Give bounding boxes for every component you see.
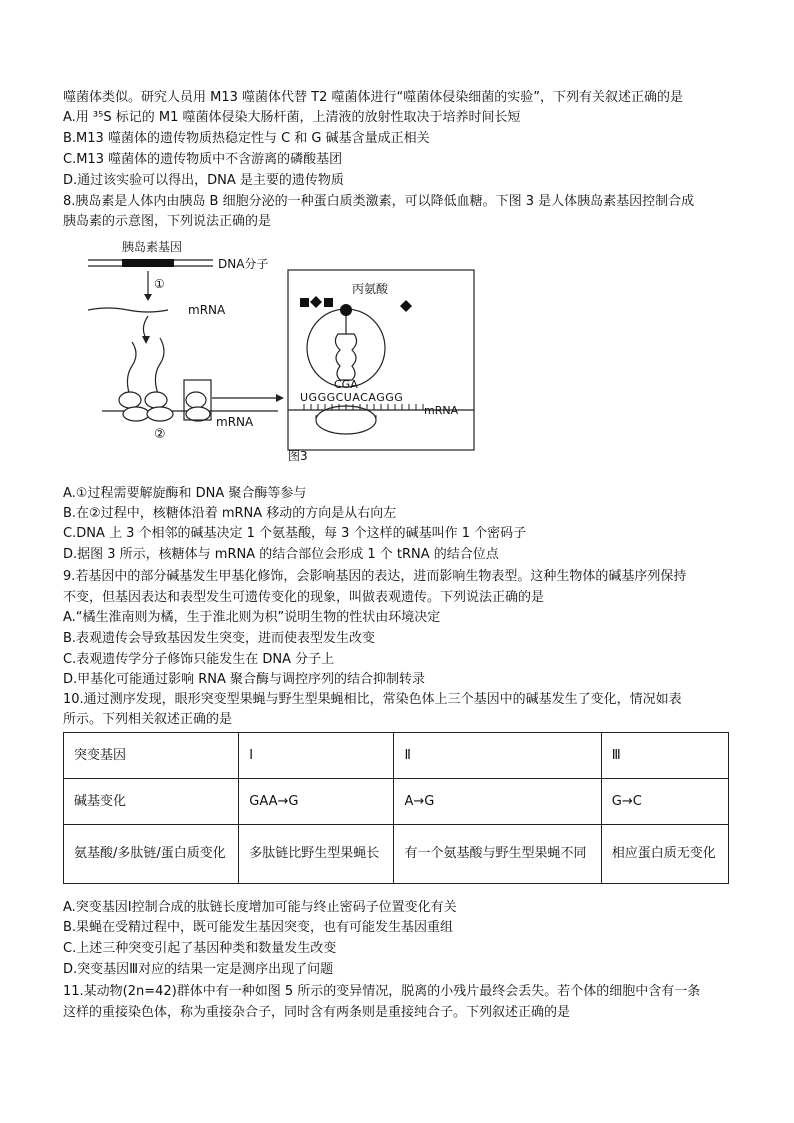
- ribosome-3: [186, 392, 206, 408]
- q7-option-a: A.用 ³⁵S 标记的 M1 噬菌体侵染大肠杆菌，上清液的放射性取决于培养时间长短: [63, 110, 521, 125]
- table-cell: 相应蛋白质无变化: [601, 825, 728, 884]
- ribosome-2: [145, 392, 167, 408]
- figure-3-insulin-gene-expression: [88, 238, 508, 464]
- q10-option-c: C.上述三种突变引起了基因种类和数量发生改变: [63, 941, 337, 956]
- table-row: [64, 825, 729, 884]
- gene-label: 胰岛素基因: [122, 240, 183, 254]
- table-cell: Ⅰ: [239, 733, 394, 779]
- amino-acid-3: [324, 298, 333, 307]
- insulin-gene-segment: [122, 259, 174, 267]
- table-cell: A→G: [394, 779, 601, 825]
- table-cell: 突变基因: [64, 733, 239, 779]
- mutation-table: [63, 732, 729, 884]
- table-cell: Ⅱ: [394, 733, 601, 779]
- q10-stem-line2: 所示。下列相关叙述正确的是: [63, 712, 233, 727]
- mrna-strand-top: [88, 308, 168, 312]
- mrna-sequence: UGGGCUACAGGG: [300, 391, 404, 404]
- table-row: [64, 779, 729, 825]
- table-cell: 氨基酸/多肽链/蛋白质变化: [64, 825, 239, 884]
- q8-option-d: D.据图 3 所示，核糖体与 mRNA 的结合部位会形成 1 个 tRNA 的结合位点: [63, 547, 499, 562]
- dna-label: DNA分子: [218, 257, 269, 271]
- table-cell: G→C: [601, 779, 728, 825]
- q10-option-d: D.突变基因Ⅲ对应的结果一定是测序出现了问题: [63, 962, 334, 977]
- step-1-label: ①: [154, 277, 165, 291]
- q7-option-c: C.M13 噬菌体的遗传物质中不含游离的磷酸基团: [63, 152, 343, 167]
- free-amino-acid: [400, 300, 412, 312]
- table-row: [64, 733, 729, 779]
- q9-stem-line2: 不变，但基因表达和表型发生可遗传变化的现象，叫做表观遗传。下列说法正确的是: [63, 590, 545, 605]
- amino-acid-label: 丙氨酸: [352, 282, 389, 296]
- ribosome-1: [119, 392, 141, 408]
- q9-stem-line1: 9.若基因中的部分碱基发生甲基化修饰，会影响基因的表达，进而影响生物表型。这种生物体的碱基序列保持: [63, 569, 687, 584]
- q9-option-b: B.表观遗传会导致基因发生突变，进而使表型发生改变: [63, 631, 376, 646]
- mrna-label-right: mRNA: [424, 404, 459, 417]
- q11-stem-line1: 11.某动物(2n=42)群体中有一种如图 5 所示的变异情况，脱离的小残片最终会丢失。若个体的细胞中含有一条: [63, 984, 701, 999]
- q9-option-c: C.表观遗传学分子修饰只能发生在 DNA 分子上: [63, 652, 335, 667]
- figure-caption: 图3: [288, 449, 308, 463]
- q8-option-a: A.①过程需要解旋酶和 DNA 聚合酶等参与: [63, 486, 307, 501]
- q8-stem-line1: 8.胰岛素是人体内由胰岛 B 细胞分泌的一种蛋白质类激素，可以降低血糖。下图 3 是人体胰岛素基因控制合成: [63, 194, 695, 209]
- q7-option-d: D.通过该实验可以得出，DNA 是主要的遗传物质: [63, 173, 344, 188]
- mrna-label-bottom: mRNA: [216, 415, 254, 429]
- anticodon-label: CGA: [334, 378, 358, 391]
- trna: [335, 334, 356, 380]
- q10-stem-line1: 10.通过测序发现，眼形突变型果蝇与野生型果蝇相比，常染色体上三个基因中的碱基发生了变化，情况如表: [63, 692, 682, 707]
- amino-acid-1: [300, 298, 309, 307]
- alanine: [340, 304, 352, 316]
- step-2-label: ②: [154, 427, 166, 442]
- table-cell: Ⅲ: [601, 733, 728, 779]
- q8-stem-line2: 胰岛素的示意图，下列说法正确的是: [63, 214, 272, 229]
- q10-option-b: B.果蝇在受精过程中，既可能发生基因突变，也有可能发生基因重组: [63, 920, 454, 935]
- q7-option-b: B.M13 噬菌体的遗传物质热稳定性与 C 和 G 碱基含量成正相关: [63, 131, 430, 146]
- q11-stem-line2: 这样的重接染色体，称为重接杂合子，同时含有两条则是重接纯合子。下列叙述正确的是: [63, 1005, 571, 1020]
- q8-option-c: C.DNA 上 3 个相邻的碱基决定 1 个氨基酸，每 3 个这样的碱基叫作 1 个密码子: [63, 526, 527, 541]
- q9-option-d: D.甲基化可能通过影响 RNA 聚合酶与调控序列的结合抑制转录: [63, 672, 426, 687]
- table-cell: GAA→G: [239, 779, 394, 825]
- table-cell: 碱基变化: [64, 779, 239, 825]
- q9-option-a: A.“橘生淮南则为橘，生于淮北则为枳”说明生物的性状由环境决定: [63, 610, 441, 625]
- q8-option-b: B.在②过程中，核糖体沿着 mRNA 移动的方向是从右向左: [63, 506, 397, 521]
- table-cell: 有一个氨基酸与野生型果蝇不同: [394, 825, 601, 884]
- mrna-label-top: mRNA: [188, 303, 226, 317]
- table-cell: 多肽链比野生型果蝇长: [239, 825, 394, 884]
- q7-stem-end: 噬菌体类似。研究人员用 M13 噬菌体代替 T2 噬菌体进行“噬菌体侵染细菌的实验”，下列有关叙述正确的是: [63, 90, 683, 105]
- amino-acid-2: [310, 296, 322, 308]
- q10-option-a: A.突变基因Ⅰ控制合成的肽链长度增加可能与终止密码子位置变化有关: [63, 900, 457, 915]
